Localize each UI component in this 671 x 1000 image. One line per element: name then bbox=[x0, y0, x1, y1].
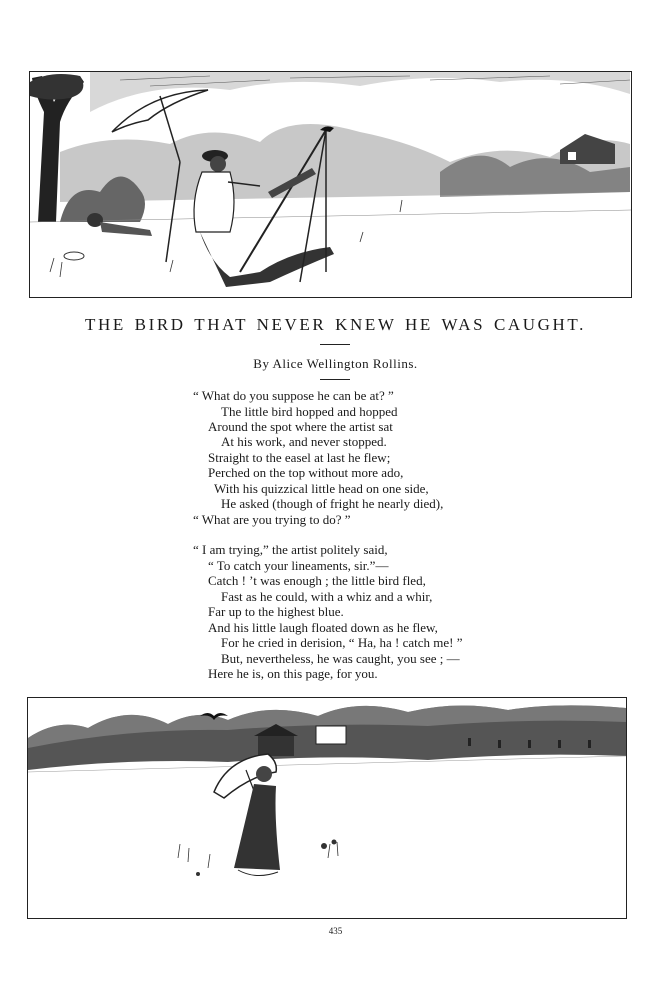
bottom-illustration bbox=[27, 697, 627, 919]
poem-line: “ What are you trying to do? ” bbox=[193, 512, 351, 527]
title-rule bbox=[320, 344, 350, 345]
poem-line: But, nevertheless, he was caught, you see ; — bbox=[221, 651, 460, 666]
poem-line: “ I am trying,” the artist politely said, bbox=[193, 542, 388, 557]
poem-line: “ To catch your lineaments, sir.”— bbox=[208, 558, 389, 573]
poem-line: Around the spot where the artist sat bbox=[208, 419, 393, 434]
poem-line: Catch ! ’t was enough ; the little bird fled, bbox=[208, 573, 426, 588]
top-illustration bbox=[29, 71, 632, 298]
poem-line: Perched on the top without more ado, bbox=[208, 465, 404, 480]
poem-line: Fast as he could, with a whiz and a whir, bbox=[221, 589, 433, 604]
poem-line: Straight to the easel at last he flew; bbox=[208, 450, 391, 465]
poem-line: And his little laugh floated down as he flew, bbox=[208, 620, 438, 635]
poem-line: For he cried in derision, “ Ha, ha ! catch me! ” bbox=[221, 635, 463, 650]
poem-line: The little bird hopped and hopped bbox=[221, 404, 398, 419]
poem-line: At his work, and never stopped. bbox=[221, 434, 387, 449]
poem-title: THE BIRD THAT NEVER KNEW HE WAS CAUGHT. bbox=[84, 315, 587, 334]
poem-line: “ What do you suppose he can be at? ” bbox=[193, 388, 394, 403]
poem-line: Far up to the highest blue. bbox=[208, 604, 344, 619]
byline: By Alice Wellington Rollins. bbox=[253, 356, 418, 371]
poem-line: He asked (though of fright he nearly died), bbox=[221, 496, 444, 511]
page-number: 435 bbox=[328, 926, 343, 936]
byline-rule bbox=[320, 379, 350, 380]
poem-line: Here he is, on this page, for you. bbox=[208, 666, 378, 681]
poem-line: With his quizzical little head on one side, bbox=[214, 481, 429, 496]
